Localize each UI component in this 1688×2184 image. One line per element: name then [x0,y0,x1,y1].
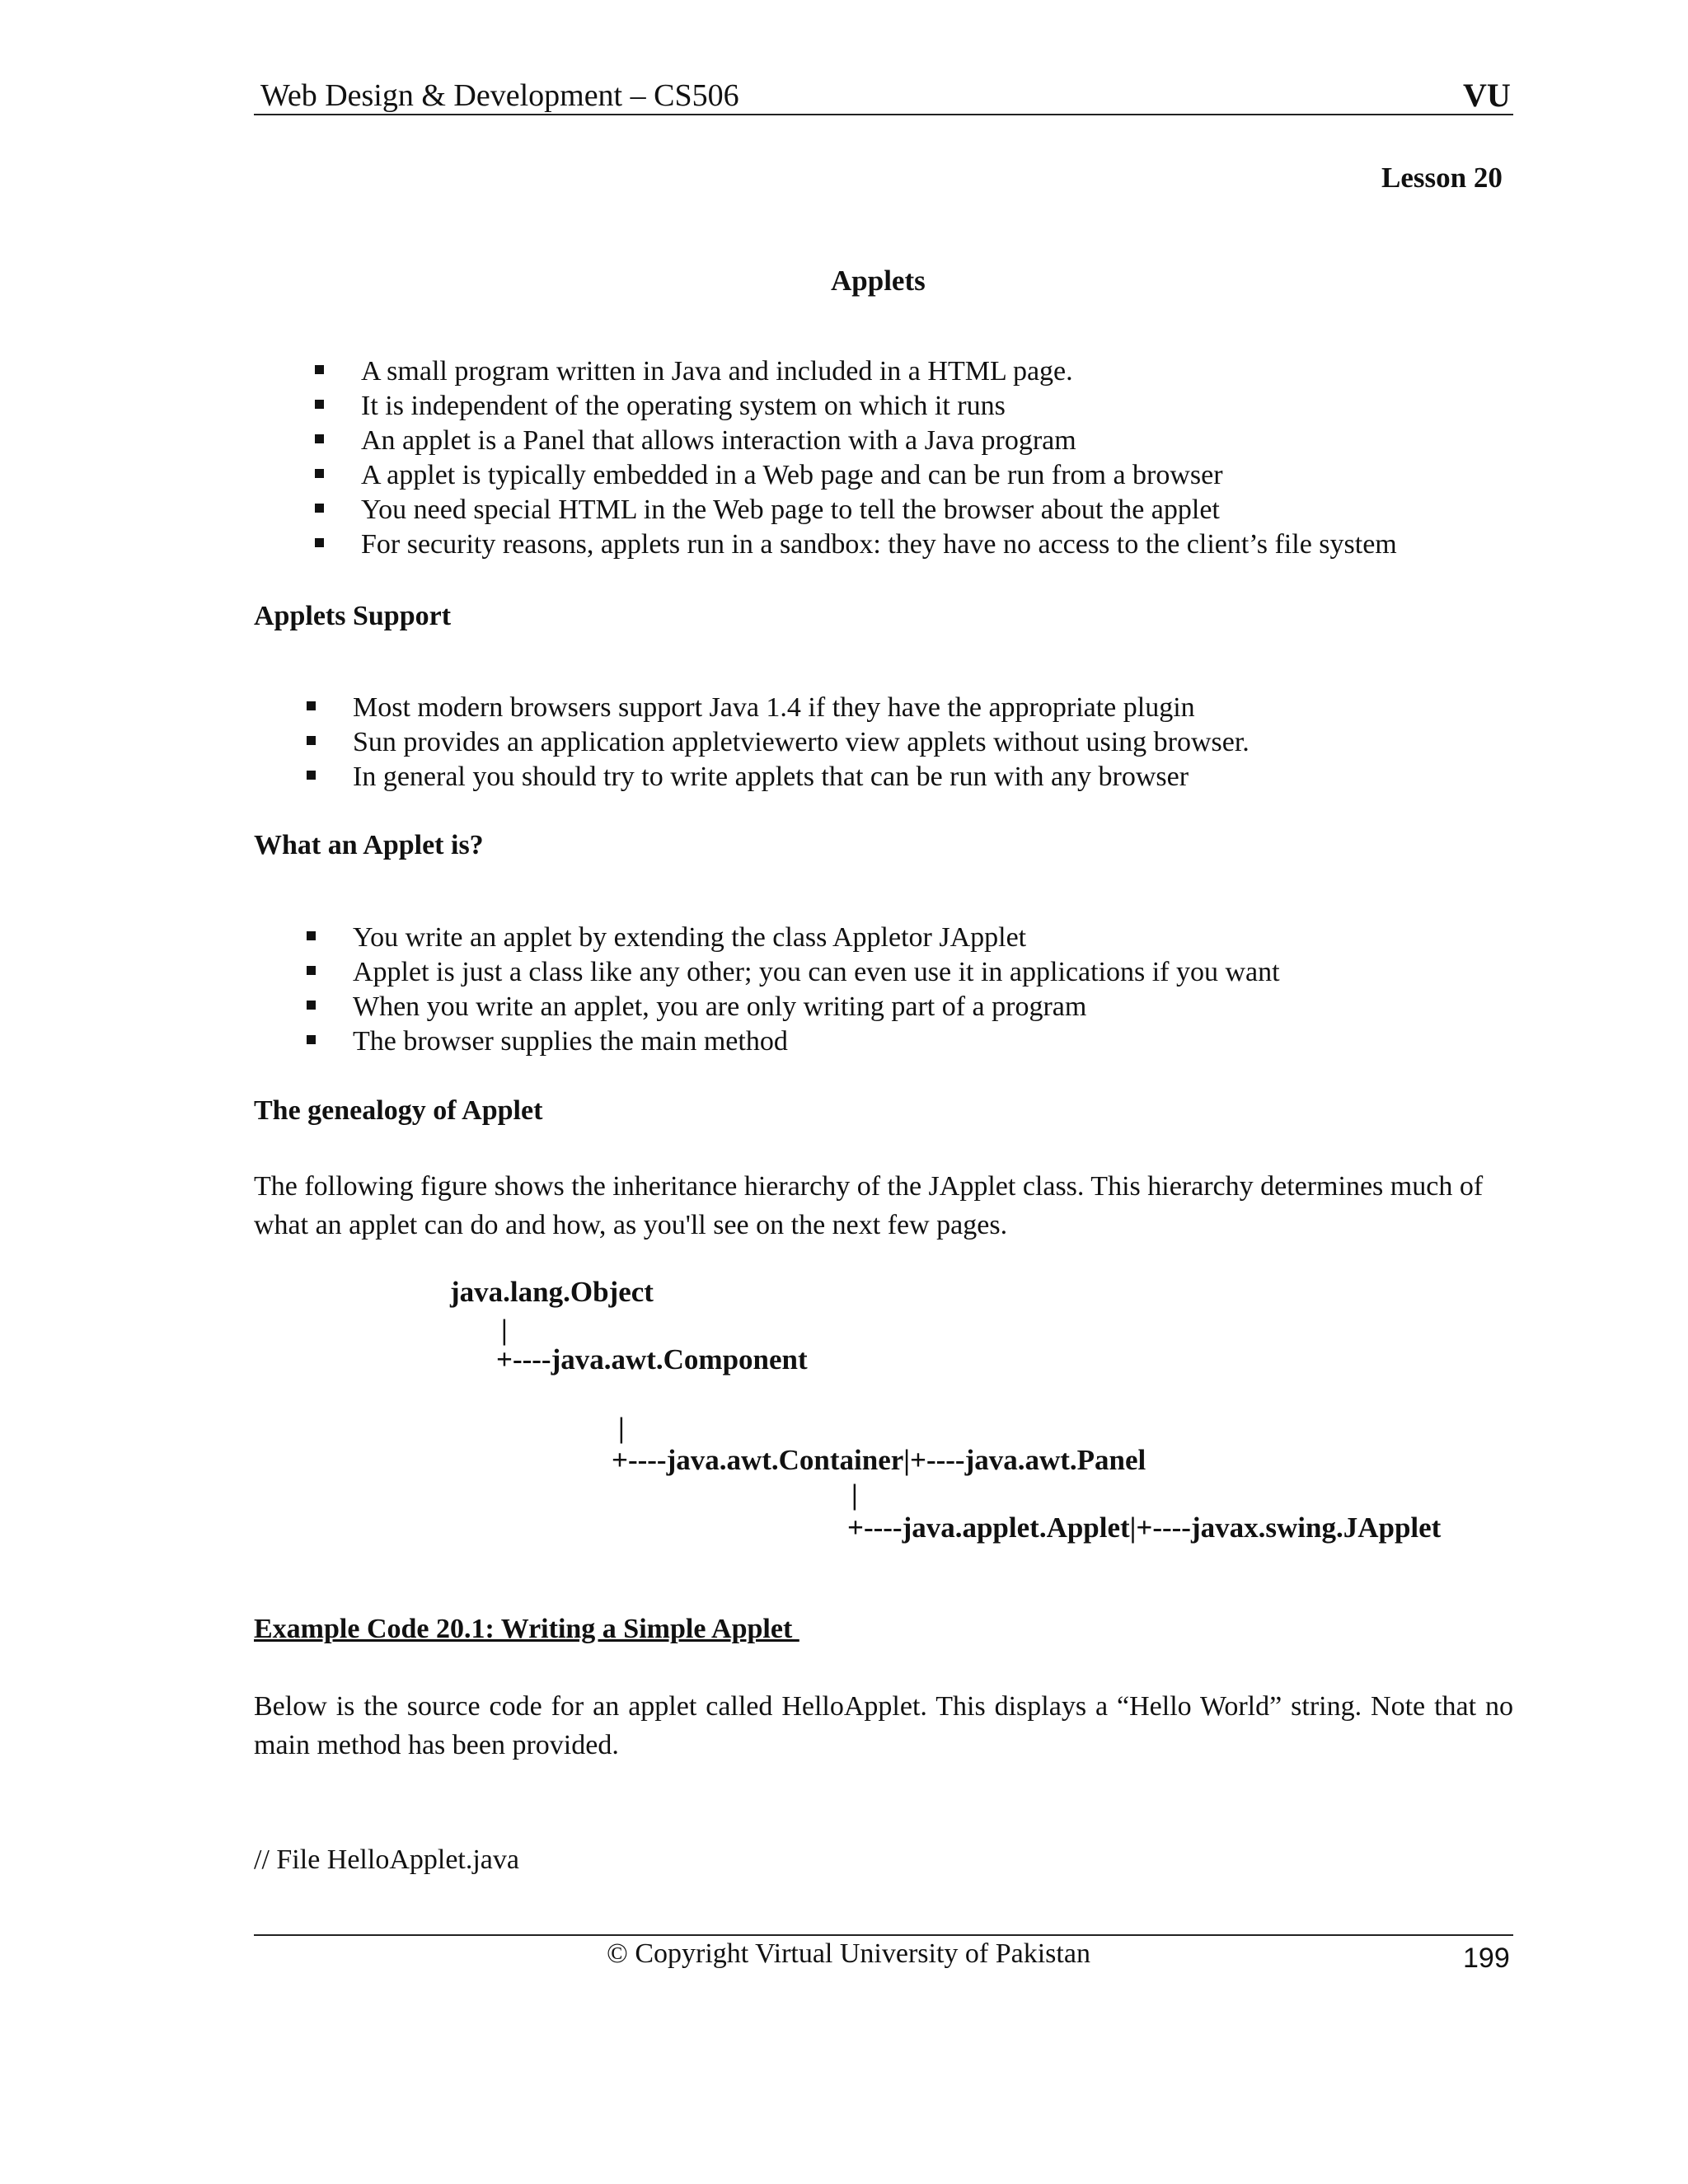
list-item [307,725,1250,760]
bullet-square-icon [307,771,316,780]
list-item [315,354,1397,389]
list-item-text: Applet is just a class like any other; you can even use it in applications if you want [353,957,1280,987]
list-item [307,990,1280,1024]
code-comment: // File HelloApplet.java [254,1844,519,1875]
bullet-square-icon [315,365,324,374]
bullet-square-icon [307,1001,316,1010]
bullet-square-icon [307,1035,316,1044]
list-item-text: You need special HTML in the Web page to tell the browser about the applet [361,494,1220,525]
list-item [307,921,1280,955]
list-item [315,493,1397,527]
list-item-text: In general you should try to write applets that can be run with any browser [353,762,1189,792]
header-rule [254,114,1513,115]
bullet-square-icon [315,504,324,513]
bullet-square-icon [307,701,316,710]
hierarchy-applet-japplet: +----java.applet.Applet|+----javax.swing.JApplet [847,1511,1442,1544]
bullet-square-icon [307,966,316,975]
support-bullet-list [307,691,1250,794]
example-heading: Example Code 20.1: Writing a Simple Applet [254,1614,799,1644]
bullet-square-icon [307,736,316,745]
footer-rule [254,1934,1513,1936]
list-item-text: You write an applet by extending the class Appletor JApplet [353,922,1027,953]
hierarchy-component: +----java.awt.Component [496,1343,808,1376]
list-item-text: A applet is typically embedded in a Web page and can be run from a browser [361,460,1223,490]
list-item-text: Sun provides an application appletviewerto view applets without using browser. [353,727,1250,757]
hierarchy-connector: | [501,1314,508,1346]
hierarchy-connector: | [618,1412,625,1444]
header-institution: VU [1463,77,1511,114]
bullet-square-icon [315,538,324,547]
footer-copyright: © Copyright Virtual University of Pakistan [607,1938,1090,1969]
hierarchy-object: java.lang.Object [450,1276,654,1308]
page-number: 199 [1463,1943,1510,1974]
list-item-text: For security reasons, applets run in a sandbox: they have no access to the client’s file system [361,529,1397,560]
hierarchy-container-panel: +----java.awt.Container|+----java.awt.Panel [612,1444,1146,1476]
list-item [315,458,1397,493]
bullet-square-icon [315,400,324,409]
list-item-text: A small program written in Java and included in a HTML page. [361,356,1073,387]
list-item [307,1024,1280,1059]
intro-bullet-list [315,354,1397,562]
what-is-bullet-list [307,921,1280,1059]
bullet-square-icon [315,469,324,478]
section-heading-what-is: What an Applet is? [254,830,484,860]
list-item [307,955,1280,990]
bullet-square-icon [315,434,324,443]
list-item-text: The browser supplies the main method [353,1026,788,1057]
genealogy-paragraph: The following figure shows the inheritance hierarchy of the JApplet class. This hierarchy determines much of what an applet can do and how, as you'll see on the next few pages. [254,1171,1484,1240]
list-item-text: It is independent of the operating system on which it runs [361,391,1006,421]
bullet-square-icon [307,931,316,940]
list-item [315,424,1397,458]
list-item-text: When you write an applet, you are only writing part of a program [353,991,1087,1022]
hierarchy-connector: | [851,1479,858,1511]
example-paragraph: Below is the source code for an applet called HelloApplet. This displays a “Hello World” string. Note that no main method has been provided. [254,1691,1513,1760]
list-item-text: Most modern browsers support Java 1.4 if they have the appropriate plugin [353,692,1195,723]
list-item [315,527,1397,562]
list-item [315,389,1397,424]
header-course-title: Web Design & Development – CS506 [260,78,739,113]
section-heading-genealogy: The genealogy of Applet [254,1095,543,1126]
section-heading-support: Applets Support [254,601,452,631]
list-item [307,760,1250,794]
page-title: Applets [831,265,926,297]
list-item [307,691,1250,725]
lesson-label: Lesson 20 [1381,162,1503,194]
list-item-text: An applet is a Panel that allows interaction with a Java program [361,425,1076,456]
